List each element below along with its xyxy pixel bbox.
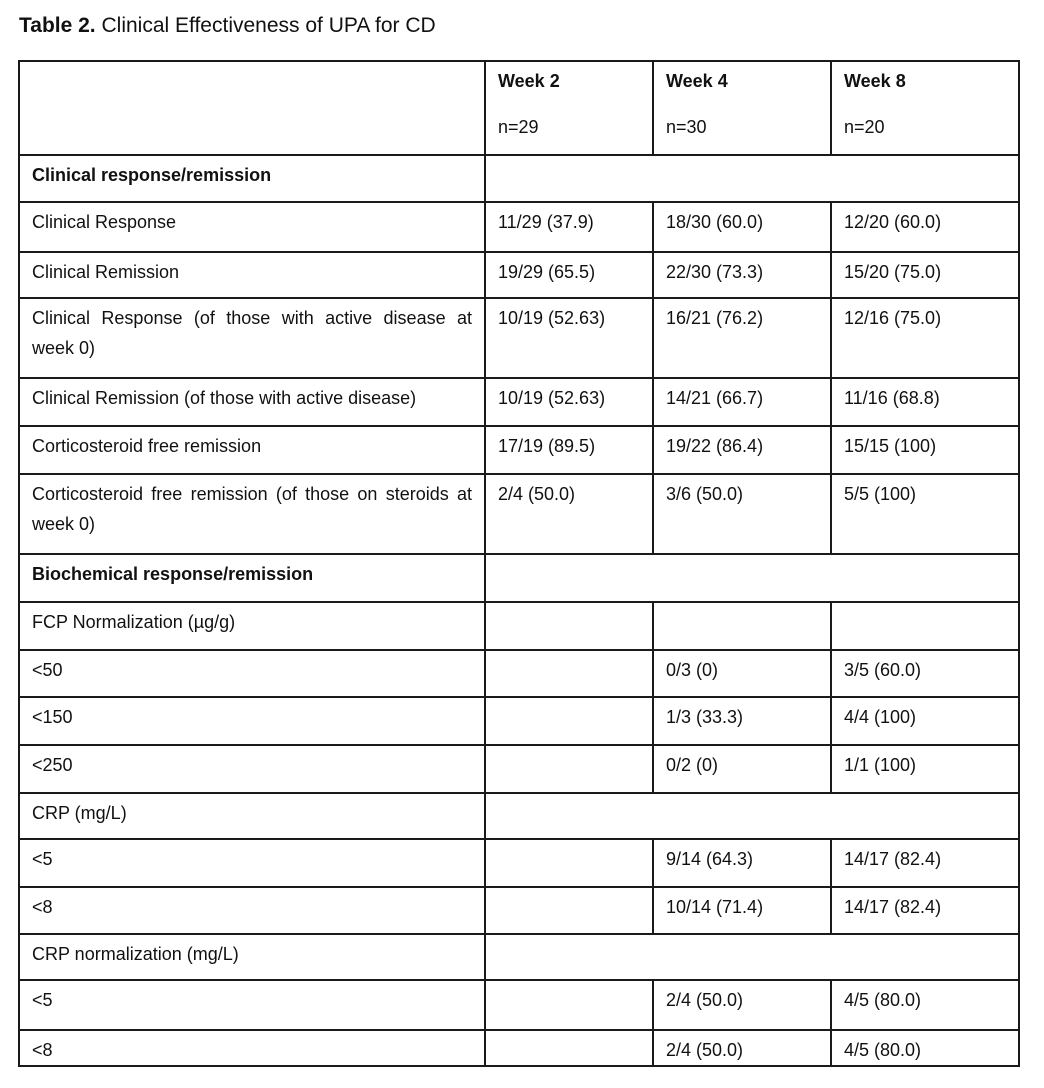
row-label-cell: <50 bbox=[19, 650, 485, 697]
value-cell-week-2 bbox=[485, 650, 653, 697]
table-row bbox=[19, 887, 1019, 934]
value-cell-week-8: 15/15 (100) bbox=[831, 426, 1019, 474]
table-row bbox=[19, 378, 1019, 426]
row-label-cell: Clinical Remission (of those with active disease) bbox=[19, 378, 485, 426]
header-week-label: Week 4 bbox=[666, 71, 728, 91]
value-cell-week-2: 10/19 (52.63) bbox=[485, 298, 653, 378]
row-label-cell: <8 bbox=[19, 1030, 485, 1066]
value-cell-week-8: 4/5 (80.0) bbox=[831, 1030, 1019, 1066]
header-cell-week-4 bbox=[653, 61, 831, 155]
header-n-label: n=20 bbox=[844, 117, 885, 137]
table-caption bbox=[19, 12, 436, 40]
value-cell-week-4: 16/21 (76.2) bbox=[653, 298, 831, 378]
table-row bbox=[19, 202, 1019, 252]
value-cell-week-4: 3/6 (50.0) bbox=[653, 474, 831, 554]
subheader-row bbox=[19, 934, 1019, 980]
value-cell-week-4: 0/2 (0) bbox=[653, 745, 831, 793]
row-label-cell: Corticosteroid free remission (of those on steroids at week 0) bbox=[19, 474, 485, 554]
value-cell-week-2 bbox=[485, 602, 653, 650]
table-caption-label: Table 2. bbox=[19, 14, 96, 37]
effectiveness-table bbox=[18, 60, 1020, 1067]
table-row bbox=[19, 980, 1019, 1030]
value-cell-week-8: 5/5 (100) bbox=[831, 474, 1019, 554]
value-cell-week-2 bbox=[485, 1030, 653, 1066]
row-label-cell: CRP (mg/L) bbox=[19, 793, 485, 839]
value-cell-week-2 bbox=[485, 745, 653, 793]
row-label-cell: Biochemical response/remission bbox=[19, 554, 485, 602]
row-label-cell: Clinical Response (of those with active disease at week 0) bbox=[19, 298, 485, 378]
row-label-cell: FCP Normalization (µg/g) bbox=[19, 602, 485, 650]
table-row bbox=[19, 298, 1019, 378]
section-row bbox=[19, 155, 1019, 202]
value-cell-week-2: 2/4 (50.0) bbox=[485, 474, 653, 554]
value-cell-week-2 bbox=[485, 697, 653, 745]
value-cell-week-8: 11/16 (68.8) bbox=[831, 378, 1019, 426]
table-body bbox=[19, 61, 1019, 1066]
table-row bbox=[19, 839, 1019, 887]
value-cell-week-4: 22/30 (73.3) bbox=[653, 252, 831, 298]
value-cell-week-2: 11/29 (37.9) bbox=[485, 202, 653, 252]
value-cell-week-4: 19/22 (86.4) bbox=[653, 426, 831, 474]
value-cell-week-8: 12/16 (75.0) bbox=[831, 298, 1019, 378]
table-caption-title: Clinical Effectiveness of UPA for CD bbox=[101, 14, 436, 37]
table-header-row bbox=[19, 61, 1019, 155]
row-label-cell: <8 bbox=[19, 887, 485, 934]
value-cell-week-4: 0/3 (0) bbox=[653, 650, 831, 697]
value-cell-week-4 bbox=[653, 602, 831, 650]
value-cell-week-8: 4/4 (100) bbox=[831, 697, 1019, 745]
header-empty-cell bbox=[19, 61, 485, 155]
value-cell-week-4: 2/4 (50.0) bbox=[653, 1030, 831, 1066]
row-label-cell: <250 bbox=[19, 745, 485, 793]
table-row bbox=[19, 474, 1019, 554]
value-cell-week-4: 1/3 (33.3) bbox=[653, 697, 831, 745]
header-n-label: n=29 bbox=[498, 117, 539, 137]
value-cell-week-8: 1/1 (100) bbox=[831, 745, 1019, 793]
value-cell-week-4: 18/30 (60.0) bbox=[653, 202, 831, 252]
value-cell-week-2 bbox=[485, 980, 653, 1030]
value-cell-week-4: 14/21 (66.7) bbox=[653, 378, 831, 426]
table-row bbox=[19, 1030, 1019, 1066]
merged-empty-cell bbox=[485, 793, 1019, 839]
value-cell-week-2: 10/19 (52.63) bbox=[485, 378, 653, 426]
row-label-cell: Corticosteroid free remission bbox=[19, 426, 485, 474]
header-cell-week-8 bbox=[831, 61, 1019, 155]
value-cell-week-8: 14/17 (82.4) bbox=[831, 887, 1019, 934]
row-label-cell: <5 bbox=[19, 839, 485, 887]
value-cell-week-4: 2/4 (50.0) bbox=[653, 980, 831, 1030]
table-row bbox=[19, 602, 1019, 650]
value-cell-week-2: 19/29 (65.5) bbox=[485, 252, 653, 298]
row-label-cell: <5 bbox=[19, 980, 485, 1030]
header-cell-week-2 bbox=[485, 61, 653, 155]
table-row bbox=[19, 252, 1019, 298]
row-label-cell: Clinical Response bbox=[19, 202, 485, 252]
value-cell-week-2 bbox=[485, 887, 653, 934]
header-week-label: Week 2 bbox=[498, 71, 560, 91]
row-label-cell: CRP normalization (mg/L) bbox=[19, 934, 485, 980]
section-row bbox=[19, 554, 1019, 602]
merged-empty-cell bbox=[485, 554, 1019, 602]
value-cell-week-8: 12/20 (60.0) bbox=[831, 202, 1019, 252]
merged-empty-cell bbox=[485, 155, 1019, 202]
row-label-cell: Clinical Remission bbox=[19, 252, 485, 298]
row-label-cell: <150 bbox=[19, 697, 485, 745]
table-row bbox=[19, 426, 1019, 474]
value-cell-week-4: 9/14 (64.3) bbox=[653, 839, 831, 887]
value-cell-week-4: 10/14 (71.4) bbox=[653, 887, 831, 934]
row-label-cell: Clinical response/remission bbox=[19, 155, 485, 202]
table-row bbox=[19, 650, 1019, 697]
table-row bbox=[19, 697, 1019, 745]
merged-empty-cell bbox=[485, 934, 1019, 980]
value-cell-week-8: 14/17 (82.4) bbox=[831, 839, 1019, 887]
subheader-row bbox=[19, 793, 1019, 839]
value-cell-week-8: 3/5 (60.0) bbox=[831, 650, 1019, 697]
header-n-label: n=30 bbox=[666, 117, 707, 137]
value-cell-week-8: 4/5 (80.0) bbox=[831, 980, 1019, 1030]
value-cell-week-8 bbox=[831, 602, 1019, 650]
value-cell-week-8: 15/20 (75.0) bbox=[831, 252, 1019, 298]
value-cell-week-2 bbox=[485, 839, 653, 887]
value-cell-week-2: 17/19 (89.5) bbox=[485, 426, 653, 474]
table-row bbox=[19, 745, 1019, 793]
header-week-label: Week 8 bbox=[844, 71, 906, 91]
